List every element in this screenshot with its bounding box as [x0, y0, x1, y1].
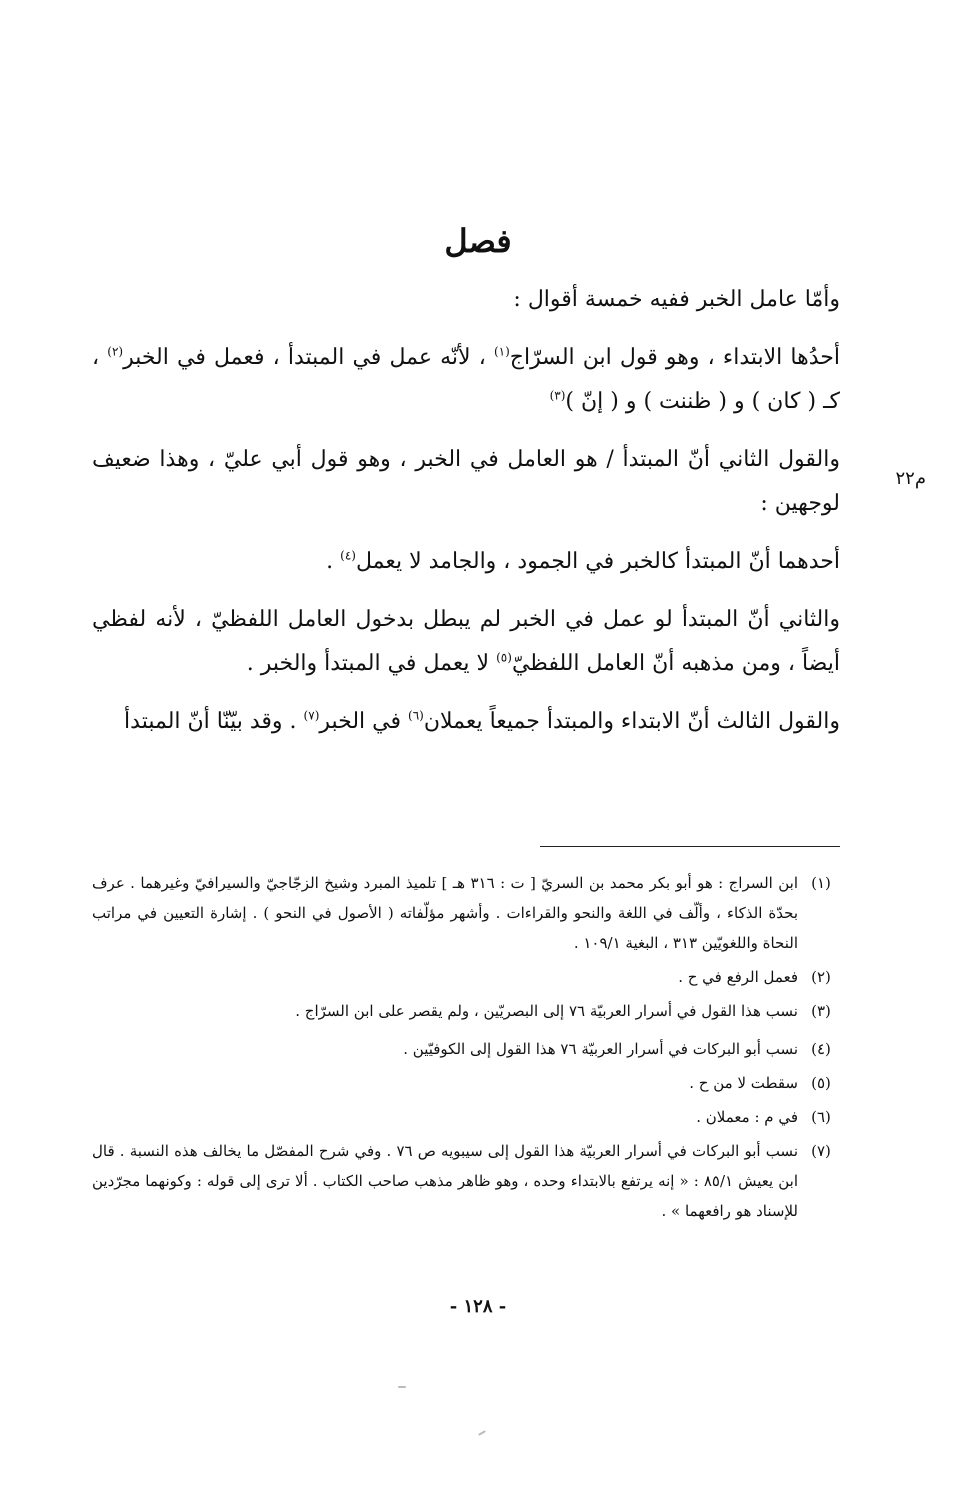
footnote-text: سقطت لا من ح . [689, 1074, 798, 1092]
footnote [92, 962, 844, 992]
scan-speck [398, 1386, 406, 1388]
paragraph-intro: وأمّا عامل الخبر ففيه خمسة أقوال : [513, 287, 840, 312]
footnote-number: (٢) [811, 968, 831, 986]
footnote [92, 868, 844, 958]
paragraph-reason-two: والثاني أنّ المبتدأ لو عمل في الخبر لم يبطل بدخول العامل اللفظيّ ، لأنه لفظي أيضاً ، ومن مذهبه أنّ العامل اللفظيّ$^{(٥)}$ لا يعمل في المبتدأ والخبر . [92, 607, 840, 676]
page-number: - ١٢٨ - [449, 1296, 507, 1317]
footnote-number: (٣) [811, 1002, 831, 1020]
section-heading: فصل [444, 222, 512, 260]
footnote-ref[interactable]: (٣) [549, 388, 566, 403]
footnote-ref[interactable]: (١) [493, 344, 510, 359]
footnotes [92, 868, 844, 1230]
paragraph-second-opinion: والقول الثاني أنّ المبتدأ / هو العامل في الخبر ، وهو قول أبي عليّ ، وهذا ضعيف لوجهين : [92, 447, 840, 516]
footnote [92, 1136, 844, 1226]
footnote-ref[interactable]: (٤) [340, 548, 356, 563]
footnote-ref[interactable]: (٥) [496, 650, 512, 665]
paragraph-third-opinion: والقول الثالث أنّ الابتداء والمبتدأ جميعاً يعملان$^{(٦)}$ في الخبر$^{(٧)}$ . وقد بيّنّا أنّ المبتدأ [124, 708, 840, 734]
footnote-number: (١) [811, 874, 831, 892]
footnote-text: ابن السراج : هو أبو بكر محمد بن السريّ [ ت : ٣١٦ هـ ] تلميذ المبرد وشيخ الزجّاجيّ والسيرافيّ وغيرهما . عرف بحدّة الذكاء ، وألّف في اللغة والنحو والقراءات . وأشهر مؤلّفاته ( الأصول في النحو ) . إشارة التعيين في مراتب النحاة واللغويّين ٣١٣ ، البغية ١٠٩/١ . [92, 874, 799, 952]
footnote [92, 1034, 844, 1064]
footnote-text: نسب أبو البركات في أسرار العربيّة هذا القول إلى سيبويه ص ٧٦ . وفي شرح المفصّل ما يخالف هذه النسبة . قال ابن يعيش ٨٥/١ : « إنه يرتفع بالابتداء وحده ، وهو ظاهر مذهب صاحب الكتاب . ألا ترى إلى قوله : وكونهما مجرّدين للإسناد هو رافعهما » . [92, 1142, 799, 1220]
footnote-text: نسب أبو البركات في أسرار العربيّة ٧٦ هذا القول إلى الكوفيّين . [403, 1040, 798, 1058]
footnote-text: فعمل الرفع في ح . [678, 968, 798, 986]
footnote-text: في م : معملان . [696, 1108, 798, 1126]
footnote-number: (٦) [811, 1108, 831, 1126]
main-text [92, 278, 840, 758]
footnote [92, 1068, 844, 1098]
footnote-ref[interactable]: (٦) [408, 708, 424, 723]
footnote-divider [540, 846, 840, 847]
footnote-number: (٧) [811, 1142, 831, 1160]
scan-speck [478, 1430, 486, 1436]
footnote-ref[interactable]: (٢) [107, 344, 124, 359]
footnote-ref[interactable]: (٧) [303, 708, 320, 723]
footnote [92, 1102, 844, 1132]
footnote-number: (٥) [811, 1074, 831, 1092]
margin-note: م٢٢ [895, 468, 926, 489]
footnote [92, 996, 844, 1026]
paragraph-reason-one: أحدهما أنّ المبتدأ كالخبر في الجمود ، والجامد لا يعمل$^{(٤)}$ . [326, 548, 840, 574]
footnote-number: (٤) [811, 1040, 831, 1058]
footnote-text: نسب هذا القول في أسرار العربيّة ٧٦ إلى البصريّين ، ولم يقصر على ابن السرّاج . [295, 1002, 798, 1020]
paragraph-first-opinion: أحدُها الابتداء ، وهو قول ابن السرّاج$^{(١)}$ ، لأنّه عمل في المبتدأ ، فعمل في الخبر$^{(٢)}$ ، كـ ( كان ) و ( ظننت ) و ( إنّ )$^{(٣)}$ [92, 344, 840, 414]
